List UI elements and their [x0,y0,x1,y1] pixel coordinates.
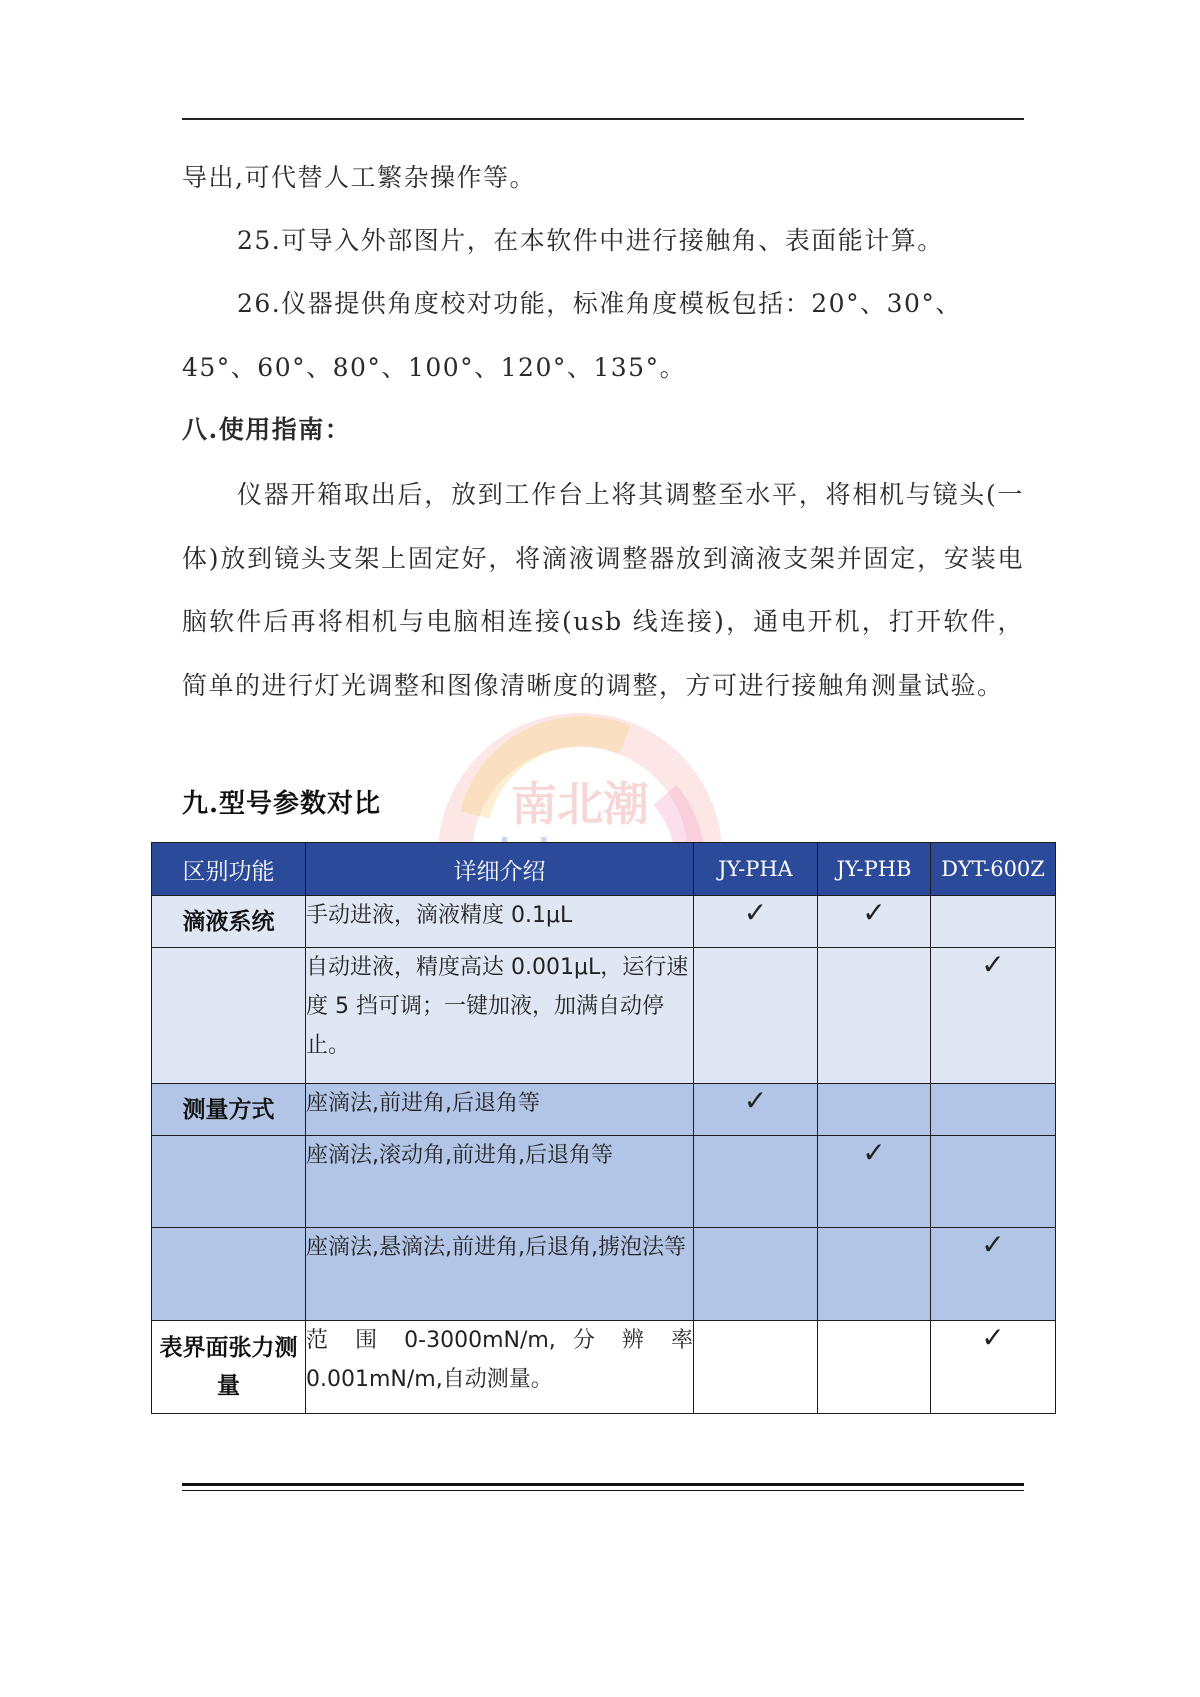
paragraph-item-26: 26.仪器提供角度校对功能，标准角度模板包括：20°、30°、45°、60°、80°、100°、120°、135°。 [182,289,962,382]
paragraph-export: 导出,可代替人工繁杂操作等。 [182,163,536,192]
row-function: 表界面张力测量 [152,1321,306,1414]
check-mark [694,948,818,1084]
table-row [152,1084,1056,1136]
footer-rule-thin [182,1490,1024,1491]
check-mark: ✓ [931,1321,1056,1414]
row-description: 座滴法,前进角,后退角等 [306,1084,694,1136]
check-mark [818,1084,931,1136]
row-description: 自动进液，精度高达 0.001μL，运行速度 5 挡可调；一键加液，加满自动停止。 [306,948,694,1084]
paragraph-usage-guide: 仪器开箱取出后，放到工作台上将其调整至水平，将相机与镜头(一体)放到镜头支架上固定好，将滴液调整器放到滴液支架并固定，安装电脑软件后再将相机与电脑相连接(usb 线连接)，通电开机，打开软件，简单的进行灯光调整和图像清晰度的调整，方可进行接触角测量试验。 [182,480,1024,700]
row-function: 测量方式 [152,1084,306,1136]
check-mark [694,1321,818,1414]
check-mark: ✓ [694,896,818,948]
check-mark [931,1084,1056,1136]
check-mark [694,1136,818,1228]
table-row [152,896,1056,948]
header-model-dyt-600z: DYT-600Z [931,843,1056,896]
check-mark: ✓ [694,1084,818,1136]
paragraph-item-25: 25.可导入外部图片，在本软件中进行接触角、表面能计算。 [237,226,944,255]
section-heading-model-comparison: 九.型号参数对比 [182,789,382,819]
footer-rule-thick [182,1483,1024,1486]
table-row [152,1321,1056,1414]
row-function: 滴液系统 [152,896,306,948]
table-row [152,1136,1056,1228]
row-description: 手动进液，滴液精度 0.1μL [306,896,694,948]
row-description: 座滴法,悬滴法,前进角,后退角,掳泡法等 [306,1228,694,1321]
check-mark: ✓ [818,896,931,948]
row-function [152,1228,306,1321]
check-mark [931,1136,1056,1228]
table-row [152,948,1056,1084]
header-rule [182,118,1024,120]
check-mark: ✓ [818,1136,931,1228]
header-model-jy-pha: JY-PHA [694,843,818,896]
table-header-row [152,843,1056,896]
check-mark: ✓ [931,1228,1056,1321]
header-description: 详细介绍 [306,843,694,896]
check-mark [931,896,1056,948]
watermark-brand: 南北潮 [511,777,649,831]
section-heading-usage-guide: 八.使用指南： [182,415,352,444]
header-function: 区别功能 [152,843,306,896]
row-function [152,1136,306,1228]
row-function [152,948,306,1084]
check-mark: ✓ [931,948,1056,1084]
check-mark [694,1228,818,1321]
model-comparison-table [151,842,1056,1414]
check-mark [818,948,931,1084]
row-description: 座滴法,滚动角,前进角,后退角等 [306,1136,694,1228]
header-model-jy-phb: JY-PHB [818,843,931,896]
check-mark [818,1321,931,1414]
table-row [152,1228,1056,1321]
row-description: 范 围 0-3000mN/m, 分 辨 率 0.001mN/m,自动测量。 [306,1321,694,1414]
check-mark [818,1228,931,1321]
